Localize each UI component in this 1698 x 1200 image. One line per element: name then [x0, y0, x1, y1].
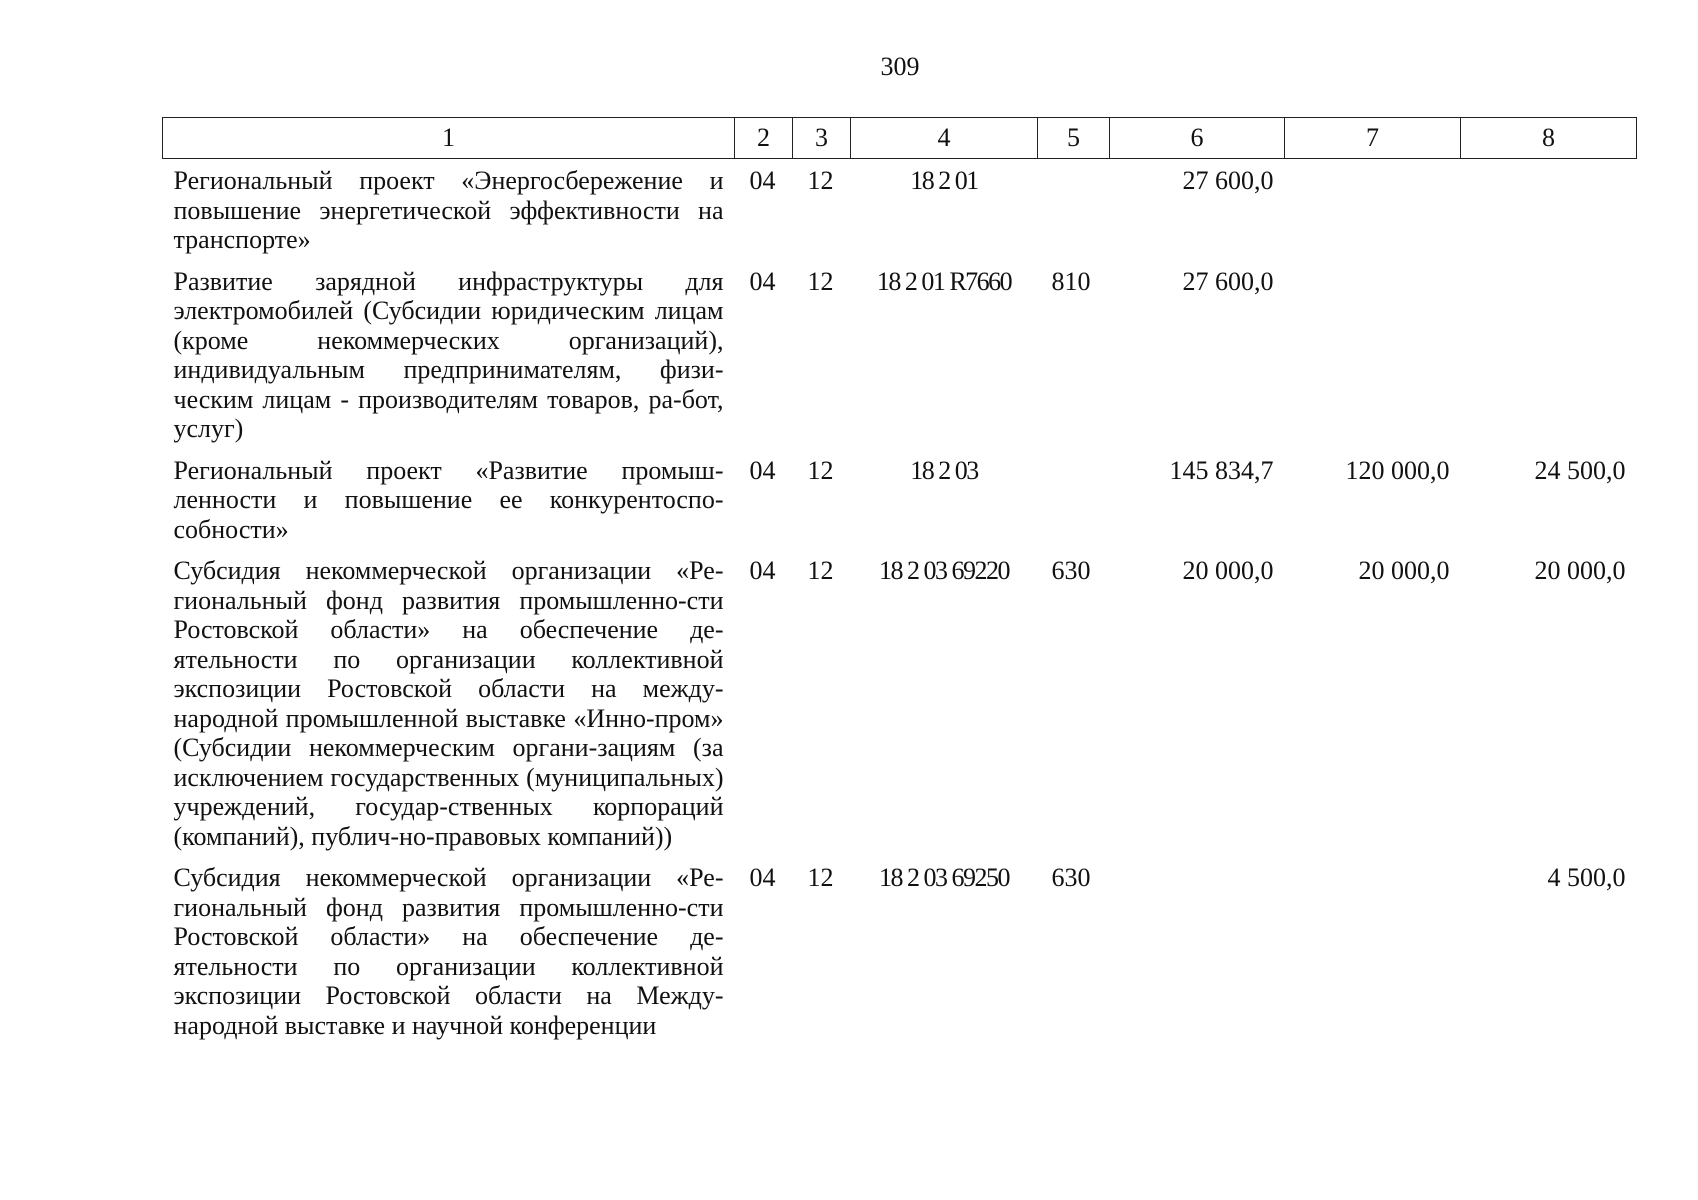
table-row — [163, 456, 1637, 557]
row-name: Субсидия некоммерческой организации «Ре-гиональный фонд развития промышленно-сти Ростовской области» на обеспечение де-ятельности по организации коллективной экспозиции Ростовской области на между-народной промышленной выставке «Инно-пром» (Субсидии некоммерческим органи-зациям (за исключением государственных (муниципальных) учреждений, государ-ственных корпораций (компаний), публич-но-правовых компаний)) — [173, 556, 724, 851]
header-col-5: 5 — [1038, 118, 1110, 159]
row-name: Региональный проект «Энергосбережение и повышение энергетической эффективности на транспорте» — [173, 166, 724, 254]
row-section: 04 — [749, 455, 776, 485]
header-col-8: 8 — [1461, 118, 1637, 159]
row-expense-type — [1038, 159, 1110, 267]
table-row — [163, 556, 1637, 863]
row-section: 04 — [749, 556, 776, 585]
row-amount-col8: 4 500,0 — [1547, 863, 1626, 892]
header-col-6: 6 — [1110, 118, 1285, 159]
header-col-7: 7 — [1285, 118, 1461, 159]
table-row — [163, 267, 1637, 456]
header-row — [163, 118, 1637, 159]
row-name: Региональный проект «Развитие промыш-ленности и повышение ее конкурентоспо-собности» — [173, 455, 724, 544]
row-amount-col7 — [1285, 267, 1461, 456]
row-name: Субсидия некоммерческой организации «Ре-гиональный фонд развития промышленно-сти Ростовской области» на обеспечение де-ятельности по организации коллективной экспозиции Ростовской области на Между-народной выставке и научной конференции — [173, 863, 724, 1040]
row-amount-col7: 20 000,0 — [1358, 556, 1450, 585]
row-expense-type: 630 — [1051, 556, 1091, 585]
row-subsection: 12 — [807, 863, 834, 892]
header-col-4: 4 — [851, 118, 1038, 159]
header-col-2: 2 — [735, 118, 793, 159]
table-body — [163, 159, 1637, 1053]
row-amount-col6: 20 000,0 — [1182, 556, 1274, 585]
row-amount-col6: 145 834,7 — [1169, 455, 1274, 485]
row-expense-type — [1038, 456, 1110, 557]
row-amount-col6: 27 600,0 — [1182, 266, 1274, 296]
row-subsection: 12 — [807, 266, 834, 296]
header-col-3: 3 — [793, 118, 851, 159]
row-amount-col8 — [1461, 267, 1637, 456]
table-header — [163, 118, 1637, 159]
row-target-code: 18 2 03 69220 — [879, 556, 1009, 585]
row-name: Развитие зарядной инфраструктуры для электромобилей (Субсидии юридическим лицам (кроме некоммерческих организаций), индивидуальным предпринимателям, физи-ческим лицам - производителям товаров, ра-бот, услуг) — [173, 266, 724, 443]
row-amount-col8: 20 000,0 — [1534, 556, 1626, 585]
row-amount-col8 — [1461, 159, 1637, 267]
row-amount-col6 — [1110, 863, 1285, 1052]
row-subsection: 12 — [807, 455, 834, 485]
row-target-code: 18 2 01 — [910, 166, 978, 195]
row-section: 04 — [749, 863, 776, 892]
row-expense-type: 630 — [1051, 863, 1091, 892]
row-section: 04 — [749, 166, 776, 195]
row-target-code: 18 2 01 R7660 — [876, 266, 1012, 296]
table-row — [163, 863, 1637, 1052]
row-target-code: 18 2 03 69250 — [879, 863, 1009, 892]
row-amount-col6: 27 600,0 — [1182, 166, 1274, 195]
row-subsection: 12 — [807, 556, 834, 585]
row-expense-type: 810 — [1051, 266, 1091, 296]
row-amount-col7: 120 000,0 — [1345, 455, 1450, 485]
row-amount-col8: 24 500,0 — [1534, 455, 1626, 485]
header-col-1: 1 — [163, 118, 735, 159]
page-number: 309 — [880, 52, 920, 81]
row-target-code: 18 2 03 — [910, 455, 978, 485]
budget-table — [162, 117, 1637, 1052]
row-subsection: 12 — [807, 166, 834, 195]
table-row — [163, 159, 1637, 267]
row-amount-col7 — [1285, 863, 1461, 1052]
row-section: 04 — [749, 266, 776, 296]
row-amount-col7 — [1285, 159, 1461, 267]
